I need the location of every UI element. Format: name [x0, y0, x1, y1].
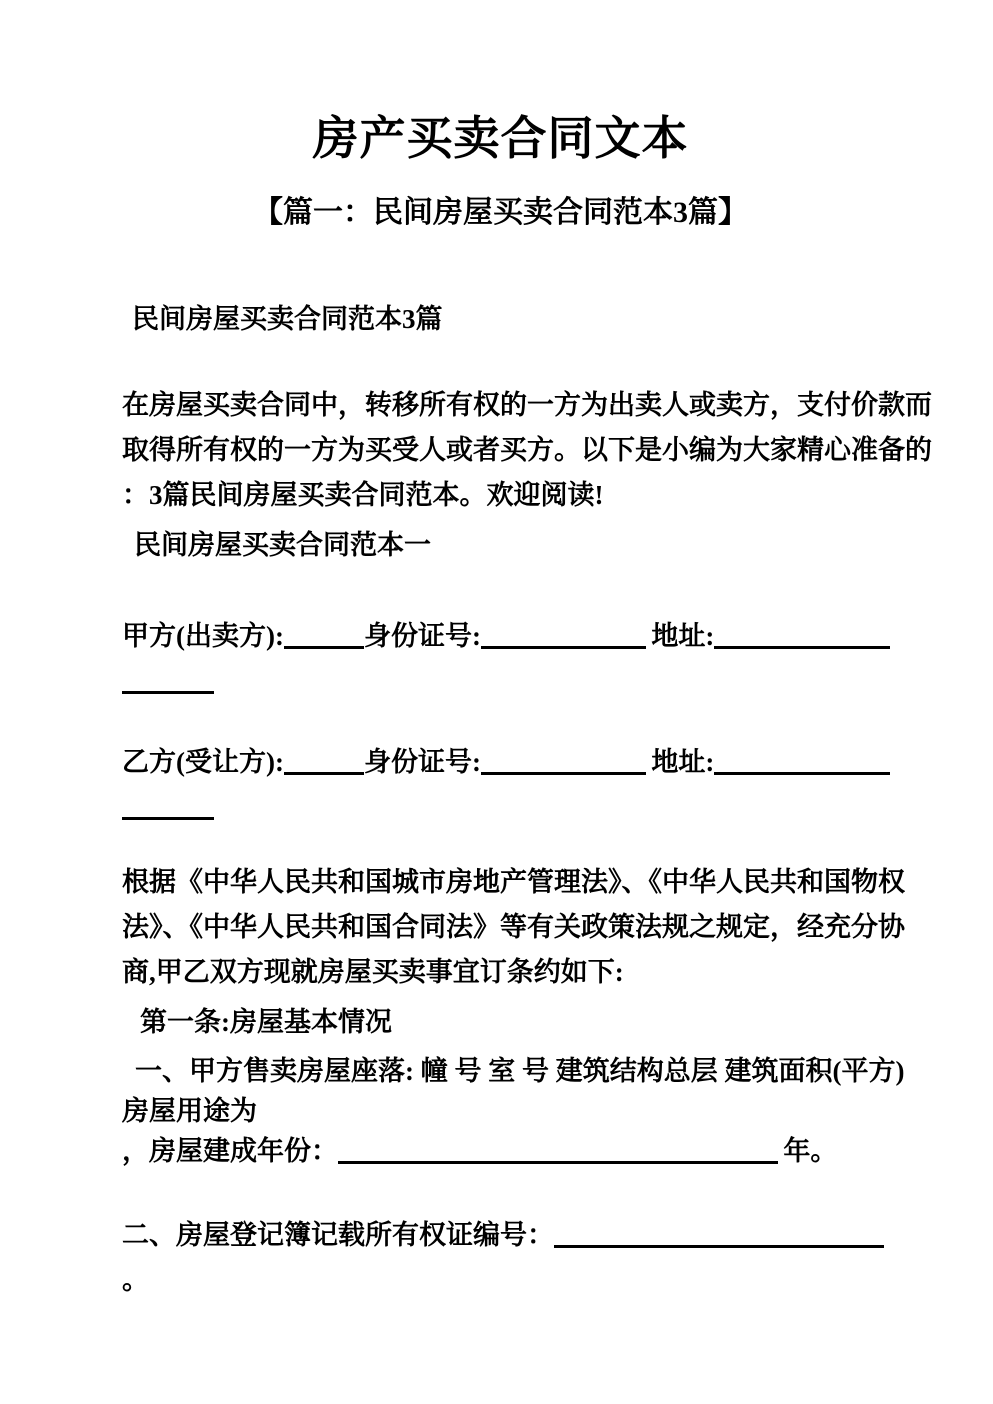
item1-line2: 房屋用途为 — [122, 1096, 257, 1126]
item1-line1: 一、甲方售卖房屋座落: 幢 号 室 号 建筑结构总层 建筑面积(平方) — [135, 1056, 905, 1086]
intro-heading: 民间房屋买卖合同范本3篇 — [132, 304, 443, 334]
party-a-address-blank — [714, 620, 890, 649]
built-year-suffix: 年。 — [783, 1136, 838, 1166]
party-b-name-blank — [284, 746, 364, 775]
article1-item2 — [122, 1213, 879, 1258]
party-a-continuation-blank — [122, 665, 214, 694]
article1-item1 — [122, 1051, 905, 1171]
party-b-id-label: 身份证号: — [363, 747, 481, 777]
party-a-label: 甲方(出卖方): — [122, 621, 284, 651]
document-subtitle: 【篇一：民间房屋买卖合同范本3篇】 — [253, 196, 748, 229]
paragraph-line: 商,甲乙双方现就房屋买卖事宜订条约如下: — [122, 957, 624, 987]
paragraph-line: 根据《中华人民共和国城市房地产管理法》、《中华人民共和国物权 — [122, 867, 905, 897]
party-b-continuation-blank — [122, 791, 214, 820]
intro-paragraph — [122, 383, 932, 518]
party-a-address-label: 地址: — [651, 621, 715, 651]
item1-line3 — [122, 1131, 879, 1171]
paragraph-line: 取得所有权的一方为买受人或者买方。以下是小编为大家精心准备的 — [122, 435, 932, 465]
party-b-continuation-row — [122, 785, 879, 830]
legal-paragraph — [122, 860, 905, 995]
party-b-label: 乙方(受让方): — [122, 747, 284, 777]
party-a-continuation-row — [122, 659, 879, 704]
party-b-address-blank — [714, 746, 890, 775]
built-year-blank — [338, 1135, 778, 1164]
party-b-id-blank — [481, 746, 646, 775]
cert-number-label: 二、房屋登记簿记载所有权证编号： — [122, 1220, 554, 1250]
item2-trailing-period: 。 — [122, 1265, 149, 1295]
party-a-name-blank — [284, 620, 364, 649]
party-a-id-label: 身份证号: — [363, 621, 481, 651]
built-year-label: ，房屋建成年份： — [122, 1136, 338, 1166]
sample-one-heading: 民间房屋买卖合同范本一 — [134, 530, 431, 560]
party-b-address-label: 地址: — [651, 747, 715, 777]
paragraph-line: ：3篇民间房屋买卖合同范本。欢迎阅读! — [122, 480, 604, 510]
document-title: 房产买卖合同文本 — [312, 113, 689, 164]
party-a-id-blank — [481, 620, 646, 649]
party-a-row — [122, 614, 879, 659]
paragraph-line: 在房屋买卖合同中，转移所有权的一方为出卖人或卖方，支付价款而 — [122, 390, 932, 420]
article1-heading: 第一条:房屋基本情况 — [140, 1007, 392, 1037]
paragraph-line: 法》、《中华人民共和国合同法》等有关政策法规之规定，经充分协 — [122, 912, 905, 942]
cert-number-blank — [554, 1219, 884, 1248]
party-b-row — [122, 740, 879, 785]
